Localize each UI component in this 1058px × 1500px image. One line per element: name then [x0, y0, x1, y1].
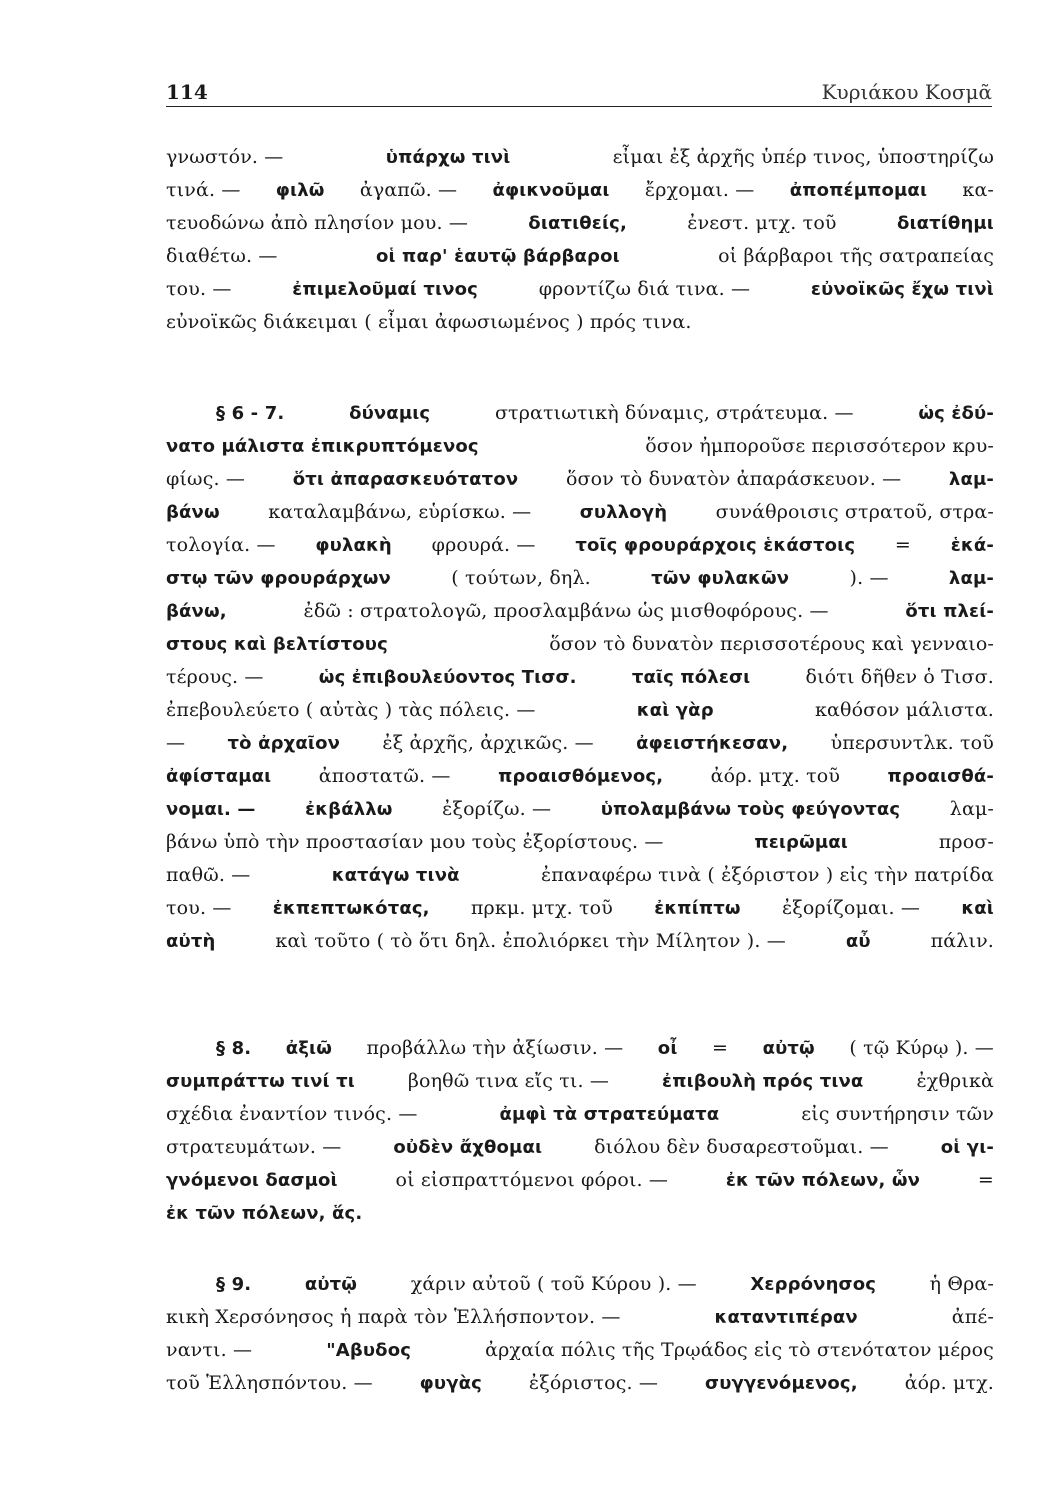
plain-text: φίως. —: [166, 468, 246, 490]
lemma: ἀφίσταμαι: [166, 766, 272, 787]
plain-text: τοῦ Ἑλλησπόντου. —: [166, 1372, 373, 1394]
plain-text: ἀρχαία πόλις τῆς Τρῳάδος εἰς τὸ στενότατον μέρος: [485, 1339, 994, 1361]
plain-text: εἶμαι ἐξ ἀρχῆς ὑπέρ τινος, ὑποστηρίζω: [612, 146, 994, 168]
plain-text: ( τῷ Κύρῳ ). —: [849, 1037, 994, 1059]
plain-text: ὅσον ἠμποροῦσε περισσότερον κρυ-: [645, 435, 994, 457]
lemma: ἐπιβουλὴ πρός τινα: [662, 1071, 864, 1092]
paragraph-1: [166, 141, 994, 339]
paragraph-2: [166, 397, 994, 958]
lemma: ἑκά-: [950, 535, 994, 556]
text-line: [166, 207, 994, 240]
plain-text: τολογία. —: [166, 534, 276, 556]
lemma: ἐκ τῶν πόλεων, ἅς.: [166, 1203, 363, 1224]
lemma: ὅτι ἀπαρασκευότατον: [292, 469, 519, 490]
lemma: συλλογὴ: [579, 502, 668, 523]
plain-text: ἐχθρικὰ: [916, 1070, 994, 1092]
text-line: [166, 1164, 994, 1197]
lemma: ὅτι πλεί-: [905, 601, 994, 622]
text-line: [166, 1268, 994, 1301]
text-line: [166, 1334, 994, 1367]
text-line: [166, 306, 994, 339]
lemma: φιλῶ: [275, 180, 325, 201]
plain-text: καταλαμβάνω, εὑρίσκω. —: [268, 501, 532, 523]
plain-text: ἐξορίζω. —: [442, 798, 552, 820]
lemma: οἶ: [657, 1038, 678, 1059]
text-line: [166, 430, 994, 463]
plain-text: πάλιν.: [930, 930, 994, 952]
lemma: νατο μάλιστα ἐπικρυπτόμενος: [166, 436, 479, 457]
lemma: ὡς ἐδύ-: [918, 403, 994, 424]
plain-text: ὅσον τὸ δυνατὸν περισσοτέρους καὶ γενναιο-: [549, 633, 994, 655]
plain-text: διαθέτω. —: [166, 245, 278, 267]
text-line: [166, 661, 994, 694]
running-title: Κυριάκου Κοσμᾶ: [821, 80, 992, 104]
text-line: [166, 925, 994, 958]
plain-text: προβάλλω τὴν ἀξίωσιν. —: [366, 1037, 624, 1059]
lemma: λαμ-: [948, 469, 994, 490]
plain-text: ἀγαπῶ. —: [359, 179, 458, 201]
lemma: στῳ τῶν φρουράρχων: [166, 568, 391, 589]
text-line: [166, 1098, 994, 1131]
text-line: [166, 1131, 994, 1164]
lemma: ἀμφὶ τὰ στρατεύματα: [499, 1104, 720, 1125]
lemma: ἀφικνοῦμαι: [492, 180, 610, 201]
lemma: ἐκβάλλω: [305, 799, 393, 820]
plain-text: ἀόρ. μτχ. τοῦ: [710, 765, 841, 787]
plain-text: βοηθῶ τινα εἴς τι. —: [407, 1070, 610, 1092]
lemma: αὐτὴ: [166, 931, 216, 952]
lemma: εὐνοϊκῶς ἔχω τινὶ: [810, 279, 994, 300]
lemma: οὐδὲν ἄχθομαι: [393, 1137, 543, 1158]
lemma: οἱ γι-: [940, 1137, 994, 1158]
plain-text: πρκμ. μτχ. τοῦ: [470, 897, 613, 919]
plain-text: ἐξ ἀρχῆς, ἀρχικῶς. —: [382, 732, 594, 754]
plain-text: κα-: [962, 179, 994, 201]
plain-text: ἡ Θρα-: [929, 1273, 994, 1295]
lemma: δύναμις: [349, 403, 431, 424]
lemma: συμπράττω τινί τι: [166, 1071, 355, 1092]
lemma: ὑπάρχω τινὶ: [385, 147, 511, 168]
plain-text: καθόσον μάλιστα.: [814, 699, 994, 721]
lemma: στους καὶ βελτίστους: [166, 634, 388, 655]
lemma: ἀποπέμπομαι: [789, 180, 928, 201]
plain-text: ). —: [849, 567, 889, 589]
lemma: τοῖς φρουράρχοις ἑκάστοις: [575, 535, 856, 556]
plain-text: ἀποστατῶ. —: [318, 765, 451, 787]
plain-text: ὑπερσυντλκ. τοῦ: [830, 732, 994, 754]
lemma: βάνω,: [166, 601, 227, 622]
text-line: [166, 496, 994, 529]
plain-text: χάριν αὐτοῦ ( τοῦ Κύρου ). —: [410, 1273, 697, 1295]
plain-text: κικὴ Χερσόνησος ἡ παρὰ τὸν Ἑλλήσποντον. —: [166, 1306, 621, 1328]
lemma: αὖ: [845, 931, 871, 952]
lemma: διατίθημι: [896, 213, 994, 234]
text-line: [166, 397, 994, 430]
lemma: ἐκ τῶν πόλεων, ὧν: [725, 1170, 921, 1191]
text-line: [166, 273, 994, 306]
lemma: φυλακὴ: [315, 535, 392, 556]
text-line: [166, 760, 994, 793]
text-line: [166, 595, 994, 628]
plain-text: ἔρχομαι. —: [644, 179, 755, 201]
page-number: 114: [166, 80, 208, 104]
text-line: [166, 793, 994, 826]
lemma: ἐκπεπτωκότας,: [272, 898, 430, 919]
plain-text: ἐπεβουλεύετο ( αὐτὰς ) τὰς πόλεις. —: [166, 699, 536, 721]
plain-text: του. —: [166, 897, 232, 919]
lemma: οἱ παρ' ἑαυτῷ βάρβαροι: [375, 246, 620, 267]
text-line: [166, 694, 994, 727]
lemma: καὶ: [961, 898, 994, 919]
paragraph-3: [166, 1032, 994, 1230]
plain-text: προσ-: [938, 831, 994, 853]
plain-text: ὅσον τὸ δυνατὸν ἀπαράσκευον. —: [565, 468, 902, 490]
lemma: τῶν φυλακῶν: [651, 568, 790, 589]
plain-text: διότι δῆθεν ὁ Τισσ.: [805, 666, 994, 688]
text-line: [166, 628, 994, 661]
plain-text: τευοδώνω ἀπὸ πλησίον μου. —: [166, 212, 468, 234]
plain-text: παθῶ. —: [166, 864, 251, 886]
plain-text: βάνω ὑπὸ τὴν προστασίαν μου τοὺς ἐξορίστους. —: [166, 831, 664, 853]
text-line: [166, 463, 994, 496]
plain-text: ( τούτων, δηλ.: [451, 567, 591, 589]
plain-text: συνάθροισις στρατοῦ, στρα-: [715, 501, 994, 523]
plain-text: ἐξόριστος. —: [528, 1372, 659, 1394]
plain-text: οἱ εἰσπραττόμενοι φόροι. —: [395, 1169, 669, 1191]
plain-text: σχέδια ἐναντίον τινός. —: [166, 1103, 418, 1125]
plain-text: =: [977, 1169, 994, 1191]
lemma: ἀξιῶ: [285, 1038, 333, 1059]
lemma: γνόμενοι δασμοὶ: [166, 1170, 338, 1191]
text-line: [166, 1367, 994, 1400]
section-number: § 6 - 7.: [216, 403, 285, 424]
section-number: § 8.: [216, 1038, 252, 1059]
text-line: [166, 1065, 994, 1098]
lemma: τὸ ἀρχαῖον: [227, 733, 341, 754]
plain-text: οἱ βάρβαροι τῆς σατραπείας: [718, 245, 994, 267]
plain-text: στρατευμάτων. —: [166, 1136, 342, 1158]
lemma: αὐτῷ: [304, 1274, 358, 1295]
text-line: [166, 892, 994, 925]
lemma: βάνω: [166, 502, 220, 523]
lemma: κατάγω τινὰ: [331, 865, 460, 886]
lemma: διατιθείς,: [528, 213, 627, 234]
plain-text: λαμ-: [949, 798, 994, 820]
plain-text: =: [894, 534, 911, 556]
plain-text: εἰς συντήρησιν τῶν: [801, 1103, 994, 1125]
plain-text: φρουρά. —: [431, 534, 536, 556]
plain-text: του. —: [166, 278, 232, 300]
text-line: [166, 562, 994, 595]
lemma: συγγενόμενος,: [705, 1373, 858, 1394]
plain-text: ἐδῶ : στρατολογῶ, προσλαμβάνω ὡς μισθοφόρους. —: [303, 600, 829, 622]
lemma: Χερρόνησος: [750, 1274, 877, 1295]
lemma: προαισθά-: [887, 766, 994, 787]
lemma: αὐτῷ: [762, 1038, 815, 1059]
plain-text: ἀπέ-: [951, 1306, 994, 1328]
plain-text: γνωστόν. —: [166, 146, 284, 168]
plain-text: =: [712, 1037, 729, 1059]
lemma: ἐπιμελοῦμαί τινος: [292, 279, 478, 300]
lemma: ὡς ἐπιβουλεύοντος Τισσ.: [318, 667, 577, 688]
plain-text: καὶ τοῦτο ( τὸ ὅτι δηλ. ἐπολιόρκει τὴν Μίλητον ). —: [275, 930, 786, 952]
plain-text: ἐπαναφέρω τινὰ ( ἐξόριστον ) εἰς τὴν πατρίδα: [540, 864, 994, 886]
lemma: ἐκπίπτω: [654, 898, 741, 919]
plain-text: ἐξορίζομαι. —: [781, 897, 921, 919]
plain-text: τινά. —: [166, 179, 241, 201]
plain-text: εὐνοϊκῶς διάκειμαι ( εἶμαι ἀφωσιωμένος ) πρός τινα.: [166, 311, 692, 333]
lemma: καταντιπέραν: [714, 1307, 858, 1328]
text-line: [166, 826, 994, 859]
lemma: καὶ γὰρ: [636, 700, 714, 721]
lemma: "Αβυδος: [326, 1340, 412, 1361]
text-line: [166, 1032, 994, 1065]
lemma: ὑπολαμβάνω τοὺς φεύγοντας: [600, 799, 901, 820]
plain-text: φροντίζω διά τινα. —: [538, 278, 751, 300]
text-line: [166, 1301, 994, 1334]
paragraph-4: [166, 1268, 994, 1400]
text-line: [166, 859, 994, 892]
lemma: φυγὰς: [419, 1373, 482, 1394]
lemma: ἀφειστήκεσαν,: [636, 733, 789, 754]
section-number: § 9.: [216, 1274, 252, 1295]
plain-text: στρατιωτικὴ δύναμις, στράτευμα. —: [494, 402, 854, 424]
plain-text: ἀόρ. μτχ.: [904, 1372, 994, 1394]
text-line: [166, 727, 994, 760]
plain-text: διόλου δὲν δυσαρεστοῦμαι. —: [594, 1136, 889, 1158]
text-line: [166, 1197, 994, 1230]
text-line: [166, 240, 994, 273]
text-line: [166, 174, 994, 207]
plain-text: ἐνεστ. μτχ. τοῦ: [687, 212, 837, 234]
lemma: νομαι. —: [166, 799, 256, 820]
lemma: πειρῶμαι: [754, 832, 848, 853]
lemma: προαισθόμενος,: [498, 766, 664, 787]
text-line: [166, 529, 994, 562]
plain-text: —: [166, 732, 186, 754]
lemma: ταῖς πόλεσι: [631, 667, 751, 688]
running-header: [166, 80, 992, 107]
plain-text: ναντι. —: [166, 1339, 253, 1361]
lemma: λαμ-: [948, 568, 994, 589]
plain-text: τέρους. —: [166, 666, 264, 688]
text-line: [166, 141, 994, 174]
